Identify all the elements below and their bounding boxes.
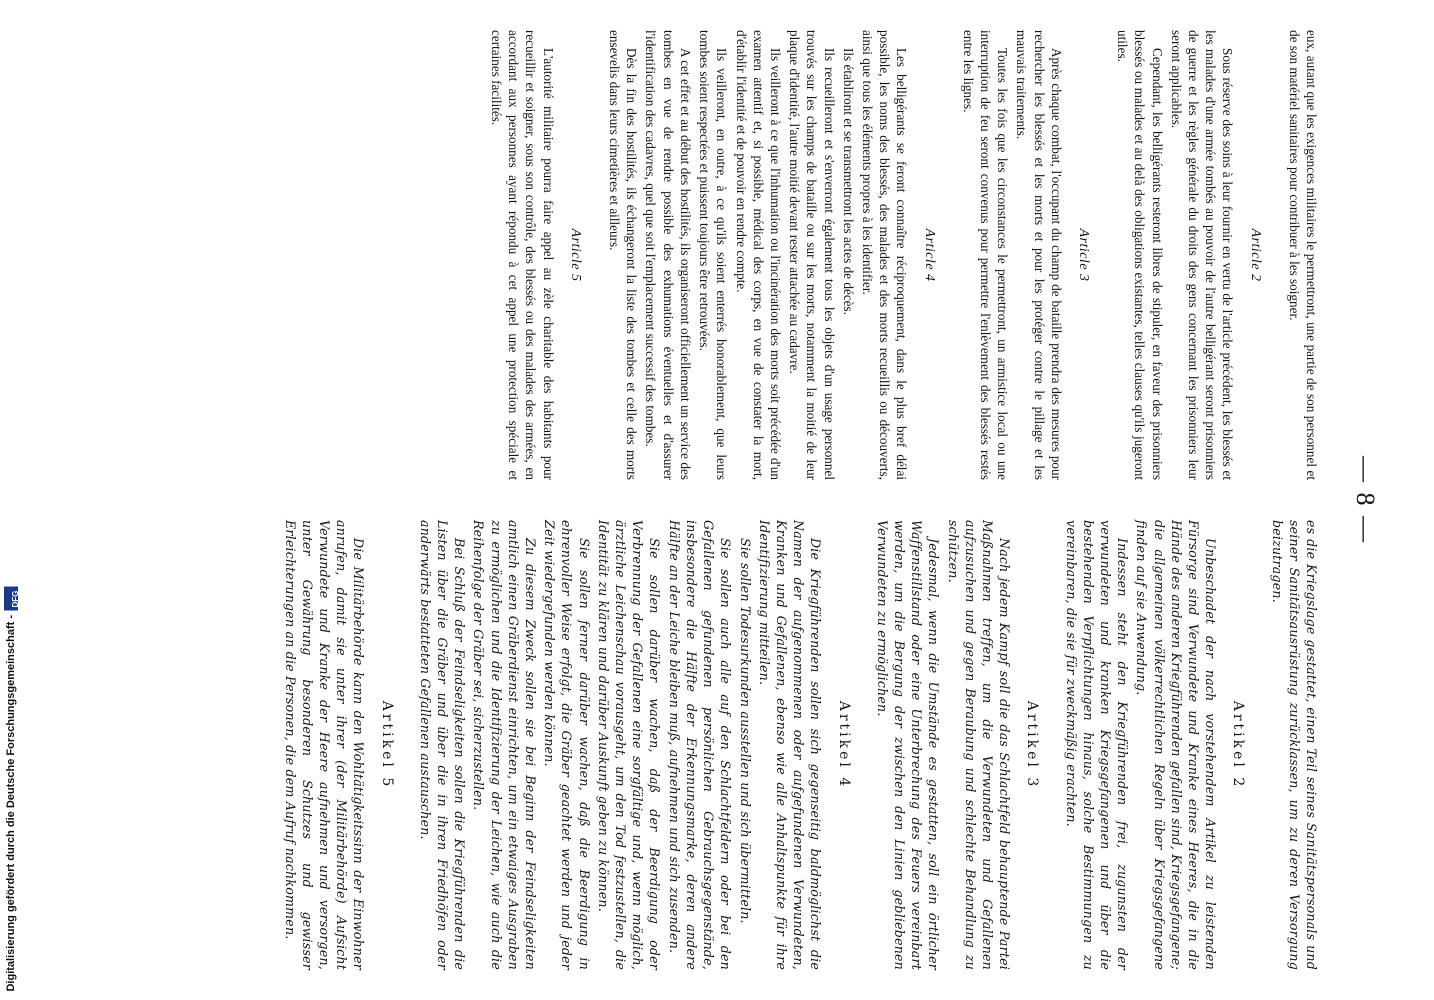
paragraph: Die Militärbehörde kann den Wohltätigkeitssinn der Einwohner anrufen, damit sie unter ihrer (der Militärbehörde) Aufsicht Verwundete und Kranke der Heere aufnehmen und versorgen, unter Gewährung besonderen Schutzes und gewisser Erleichterungen an die Personen, die dem Aufruf nachkommen.: [282, 520, 367, 970]
paragraph: Dès la fin des hostilités, ils échangeront la liste des tombes et celle des morts ensevelis dans leurs cimetières et ailleurs.: [607, 30, 640, 480]
article-heading: Article 5: [567, 228, 583, 282]
paragraph: Bei Schluß der Feindseligkeiten sollen die Kriegführenden die Listen über die Gräber und über die in ihren Friedhöfen oder anderwärts bestatteten Gefallenen austauschen.: [417, 520, 468, 970]
paragraph: Unbeschadet der nach vorstehendem Artikel zu leistenden Fürsorge sind Verwundete und Kranke eines Heeres, die in die Hände des anderen Kriegführenden gefallen sind, Kriegsgefangene; die allgemeinen völkerrechtlichen Regeln über Kriegsgefangene finden auf sie Anwendung.: [1134, 520, 1219, 970]
article-heading: Article 4: [921, 228, 937, 282]
paragraph: Sous réserve des soins à leur fournir en vertu de l'article précédent, les blessés et les malades d'une armée tombés au pouvoir de l'autre belligérant seront prisonniers de guerre et les règles générale du droits des gens concernant les prisonniers leur seront applicables.: [1168, 30, 1236, 480]
article-heading: Article 2: [1247, 228, 1263, 282]
paragraph: Après chaque combat, l'occupant du champ de bataille prendra des mesures pour rechercher les blessés et les morts et pour les protéger contre le pillage et les mauvais traitements.: [1014, 30, 1064, 480]
paragraph: Zu diesem Zweck sollen sie bei Beginn der Feindseligkeiten amtlich einen Gräberdienst einrichten, um ein etwaiges Ausgraben zu ermöglichen und die Identifizierung der Leichen, wie auch die Reihenfolge der Gräber sei, sicherzustellen.: [471, 520, 539, 970]
paragraph: A cet effet et au début des hostilités, ils organiseront officiellement un service des tombes en vue de rendre possible des exhumations éventuelles et d'assurer l'identification des cadavres, quel que soit l'emplacement successif des tombes.: [643, 30, 693, 480]
dfg-logo: DFG: [4, 587, 18, 611]
french-column: [486, 30, 1320, 480]
paragraph: Sie sollen Todesurkunden ausstellen und sich übermitteln.: [737, 538, 753, 924]
paragraph: Sie sollen ferner darüber wachen, daß die Beerdigung in ehrenvoller Weise erfolgt, die Gräber geachtet werden und jeder Zeit wiedergefunden werden können.: [542, 520, 592, 970]
paragraph: Toutes les fois que les circonstances le permettront, un armistice local ou une interruption de feu seront convenus pour permettre l'enlèvement des blessés restés entre les lignes.: [960, 30, 1011, 480]
article-heading: Artikel 2: [1230, 700, 1247, 790]
paragraph: Ils recueilleront et s'enverront également tous les objets d'un usage personnel trouvés sur les champs de bataille ou sur les morts, notamment la moitié de leur plaque d'identité, l'autre moitié devant rester attachée au cadavre.: [787, 30, 837, 480]
paragraph: Ils établiront et se transmettront les actes de décès.: [840, 48, 856, 315]
page-number: — 8 —: [1351, 456, 1380, 544]
article-heading: Artikel 5: [378, 700, 395, 790]
rotated-document-page: [10, 15, 1390, 985]
article-heading: Article 3: [1075, 228, 1091, 282]
paragraph: Nach jedem Kampf soll die das Schlachtfeld behauptende Partei Maßnahmen treffen, um die Verwundeten und Gefallenen aufzusuchen und gegen Beraubung und schlechte Behandlung zu schützen.: [945, 520, 1013, 970]
paragraph: L'autorité militaire pourra faire appel au zèle charitable des habitants pour recueillir et soigner, sous son contrôle, des blessés ou des malades des armées, en accordant aux personnes ayant répondu à cet appel une protection spéciale et certaines facilités.: [489, 30, 556, 480]
footer-text: Digitalisierung gefördert durch die Deutsche Forschungsgemeinschaft -: [5, 615, 17, 992]
paragraph: eux, autant que les exigences militaires le permettront, une partie de son personnel et de son matériel sanitaires pour contribuer à les soigner.: [1286, 30, 1319, 480]
article-heading: Artikel 3: [1024, 700, 1041, 790]
paragraph: Ils veilleront à ce que l'inhumation ou l'incinération des morts soit précédée d'un examen attentif et, si possible, médical des corps, en vue de constater la mort, d'établir l'identité et de pouvoir en rendre compte.: [733, 30, 783, 480]
paragraph: Jedesmal, wenn die Umstände es gestatten, soll ein örtlicher Waffenstillstand oder eine Unterbrechung des Feuers vereinbart werden, um die Bergung der zwischen den Linien gebliebenen Verwundeten zu ermöglichen.: [874, 520, 942, 970]
paragraph: Ils veilleront, en outre, à ce qu'ils soient enterrés honorablement, que leurs tombes soient respectées et puissent toujours être retrouvées.: [697, 30, 730, 480]
paragraph: Die Kriegführenden sollen sich gegenseitig baldmöglichst die Namen der aufgenommenen oder aufgefundenen Verwundeten, Kranken und Gefallenen, ebenso wie alle Anhaltspunkte für ihre Identifizierung mitteilen.: [756, 520, 824, 970]
paragraph: Indessen steht den Kriegführenden frei, zugunsten der verwundeten und kranken Kriegsgefangenen und über die bestehenden Verpflichtungen hinaus, solche Bestimmungen zu vereinbaren, die sie für zweckmäßig erachten.: [1063, 520, 1131, 970]
digitization-footer: [4, 587, 18, 992]
german-column: [279, 520, 1320, 970]
paragraph: Sie sollen auch alle auf den Schlachtfeldern oder bei den Gefallenen gefundenen persönlichen Gebrauchsgegenstände, insbesondere die Hälfte der Erkennungsmarke, deren andere Hälfte an der Leiche bleiben muß, aufnehmen und sich zusenden.: [666, 520, 734, 970]
article-heading: Artikel 4: [835, 700, 852, 790]
paragraph: Cependant, les belligérants resteront libres de stipuler, en faveur des prisonniers blessés ou malades et au delà des obligations existantes, telles clauses qu'ils jugeront utiles.: [1115, 30, 1165, 480]
paragraph: Sie sollen darüber wachen, daß der Beerdigung oder Verbrennung der Gefallenen eine sorgfältige und, wenn möglich, ärztliche Leichenschau vorausgeht, um den Tod festzustellen, die Identität zu klären und darüber Auskunft geben zu können.: [595, 520, 663, 970]
paragraph: es die Kriegslage gestattet, einen Teil seines Sanitätspersonals und seiner Sanitätsausrüstung zurücklassen, um zu deren Versorgung beizutragen.: [1269, 520, 1319, 970]
paragraph: Les belligérants se feront connaître réciproquement, dans le plus bref délai possible, les noms des blessés, des malades et des morts recueillis ou découverts, ainsi que tous les éléments propres à les identifier.: [859, 30, 910, 480]
